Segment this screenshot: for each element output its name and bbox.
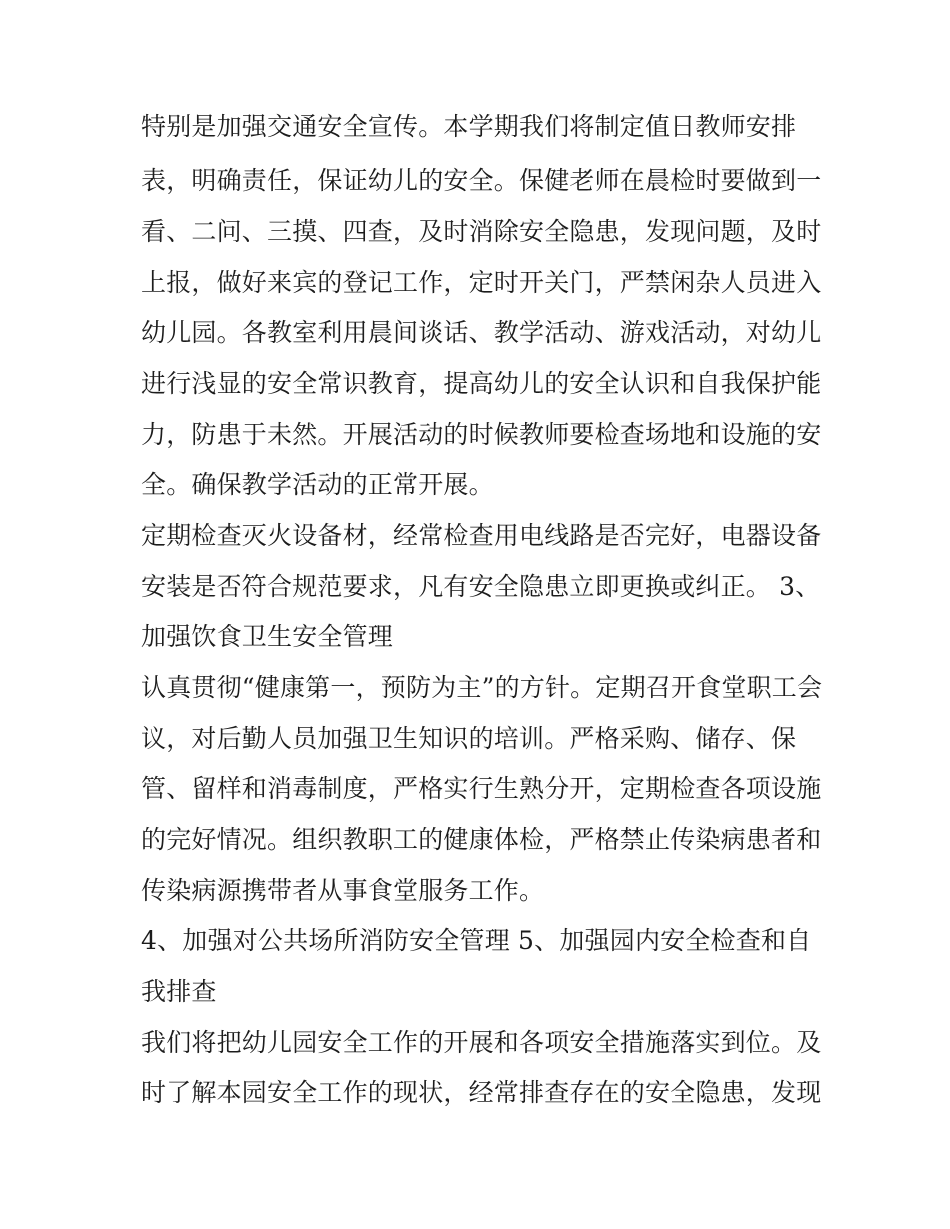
text-line-19: 我们将把幼儿园安全工作的开展和各项安全措施落实到位。及 xyxy=(141,1028,822,1057)
text-line-6: 进行浅显的安全常识教育，提高幼儿的安全认识和自我保护能 xyxy=(141,369,822,398)
text-line-5: 幼儿园。各教室利用晨间谈话、教学活动、游戏活动，对幼儿 xyxy=(141,318,822,347)
text-line-17: 4、加强对公共场所消防安全管理 5、加强园内安全检查和自 xyxy=(141,926,812,955)
text-line-9: 定期检查灭火设备材，经常检查用电线路是否完好，电器设备 xyxy=(141,521,822,550)
text-line-15: 的完好情况。组织教职工的健康体检，严格禁止传染病患者和 xyxy=(141,825,822,854)
text-line-12: 认真贯彻“健康第一，预防为主”的方针。定期召开食堂职工会 xyxy=(141,673,823,702)
text-line-14: 管、留样和消毒制度，严格实行生熟分开，定期检查各项设施 xyxy=(141,774,822,803)
text-line-11: 加强饮食卫生安全管理 xyxy=(141,622,394,651)
text-line-10: 安装是否符合规范要求，凡有安全隐患立即更换或纠正。 3、 xyxy=(141,572,821,601)
text-line-8: 全。确保教学活动的正常开展。 xyxy=(141,470,494,499)
text-line-18: 我排查 xyxy=(141,977,217,1006)
text-line-2: 表，明确责任，保证幼儿的安全。保健老师在晨检时要做到一 xyxy=(141,166,822,195)
text-line-20: 时了解本园安全工作的现状，经常排查存在的安全隐患，发现 xyxy=(141,1078,822,1107)
text-line-4: 上报，做好来宾的登记工作，定时开关门，严禁闲杂人员进入 xyxy=(141,268,822,297)
text-line-7: 力，防患于未然。开展活动的时候教师要检查场地和设施的安 xyxy=(141,420,822,449)
text-line-1: 特别是加强交通安全宣传。本学期我们将制定值日教师安排 xyxy=(141,112,797,141)
text-line-16: 传染病源携带者从事食堂服务工作。 xyxy=(141,876,545,905)
text-line-13: 议，对后勤人员加强卫生知识的培训。严格采购、储存、保 xyxy=(141,724,797,753)
text-line-3: 看、二问、三摸、四查，及时消除安全隐患，发现问题，及时 xyxy=(141,217,822,246)
